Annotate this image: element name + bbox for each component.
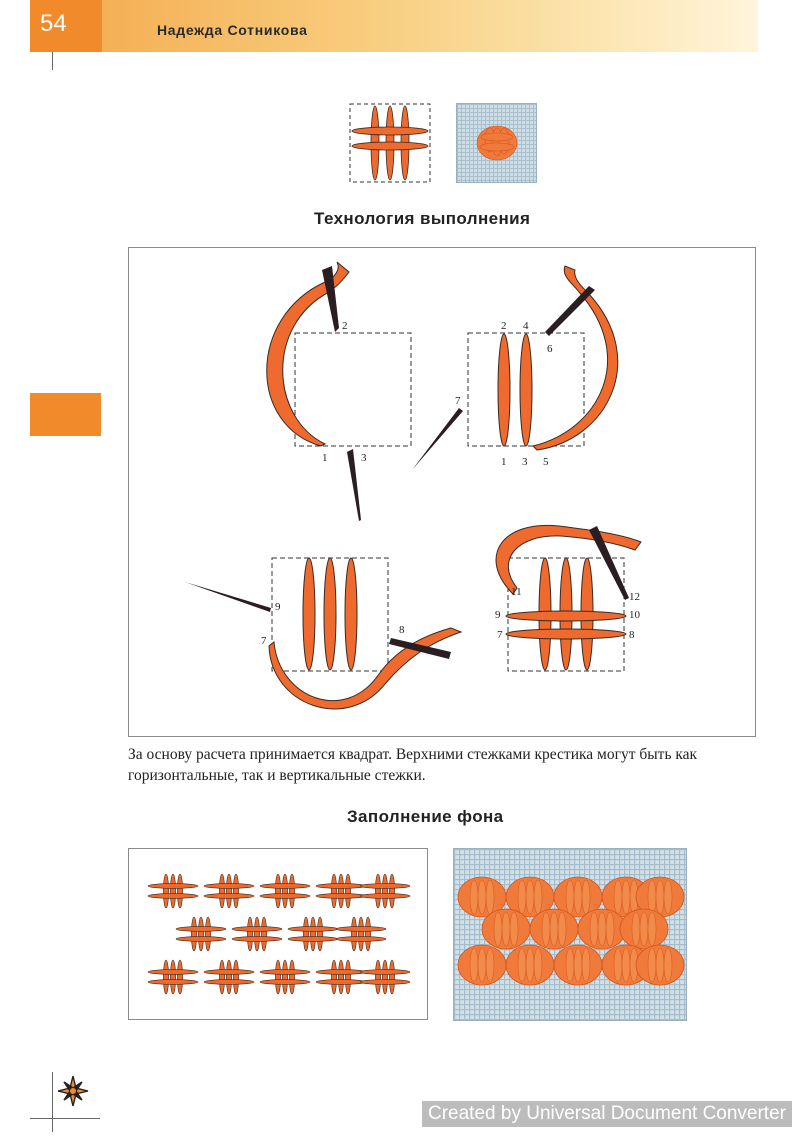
- step-3-diagram: [185, 558, 461, 709]
- technique-title: Технология выполнения: [314, 209, 531, 228]
- background-fill-title: Заполнение фона: [347, 807, 504, 826]
- background-fill-pattern: [129, 849, 427, 1019]
- stitch-blob: [506, 945, 554, 985]
- stitch-motif: [148, 960, 198, 994]
- stitch-blob: [620, 909, 668, 949]
- star-ornament-icon: [56, 1074, 90, 1108]
- label-s3-9: 9: [275, 601, 281, 613]
- technique-caption: За основу расчета принимается квадрат. Верхними стежками крестика могут быть как горизонтальные, так и вертикальные стежки.: [128, 746, 698, 784]
- stitch-blob: [554, 945, 602, 985]
- stitch-motif: [288, 917, 338, 951]
- stitch-motif: [232, 917, 282, 951]
- step-2-diagram: [412, 266, 618, 470]
- label-s4-12: 12: [629, 591, 640, 603]
- stitch-motif: [148, 874, 198, 908]
- label-s2-5: 5: [543, 456, 549, 468]
- stitch-thumbnail-diagram: [348, 102, 432, 184]
- side-tab-marker: [30, 393, 101, 436]
- label-s4-7: 7: [497, 629, 503, 641]
- label-s4-9: 9: [495, 609, 501, 621]
- header-band: [30, 0, 758, 52]
- background-fill-photo: [453, 848, 687, 1021]
- stitch-blob: [458, 945, 506, 985]
- stitch-motif: [260, 874, 310, 908]
- label-s2-6: 6: [547, 343, 553, 355]
- label-s2-2: 2: [501, 320, 507, 332]
- stitch-motif: [336, 917, 386, 951]
- step-1-diagram: [267, 262, 411, 521]
- author-name: Надежда Сотникова: [157, 22, 308, 38]
- stitch-blob: [636, 945, 684, 985]
- stitch-motif: [316, 874, 366, 908]
- stitch-motif: [204, 874, 254, 908]
- stitch-motif: [360, 874, 410, 908]
- label-s1-1: 1: [322, 452, 328, 464]
- stitch-motif: [360, 960, 410, 994]
- label-s2-4: 4: [523, 320, 529, 332]
- stitch-motif: [260, 960, 310, 994]
- label-s3-8: 8: [399, 624, 405, 636]
- footer-rule: [52, 1072, 53, 1132]
- stitch-blob: [578, 909, 626, 949]
- label-s4-11: 11: [511, 586, 522, 598]
- stitch-motif: [316, 960, 366, 994]
- label-s2-1: 1: [501, 456, 507, 468]
- technique-diagram: [129, 248, 755, 736]
- stitch-blob: [530, 909, 578, 949]
- label-s3-7: 7: [261, 635, 267, 647]
- label-s1-2: 2: [342, 320, 348, 332]
- label-s4-8: 8: [629, 629, 635, 641]
- page-number: 54: [40, 10, 67, 37]
- watermark: Created by Universal Document Converter: [422, 1101, 792, 1127]
- background-fill-pattern-frame: [128, 848, 428, 1020]
- label-s1-3: 3: [361, 452, 367, 464]
- stitch-motif: [204, 960, 254, 994]
- label-s2-7: 7: [455, 395, 461, 407]
- header-rule: [52, 52, 53, 70]
- stitch-blob: [482, 909, 530, 949]
- footer-line: [30, 1118, 100, 1119]
- stitch-thumbnail-photo: [456, 103, 537, 183]
- label-s4-10: 10: [629, 609, 640, 621]
- label-s2-3: 3: [522, 456, 528, 468]
- technique-diagram-frame: [128, 247, 756, 737]
- step-4-diagram: [495, 525, 641, 671]
- stitch-motif: [176, 917, 226, 951]
